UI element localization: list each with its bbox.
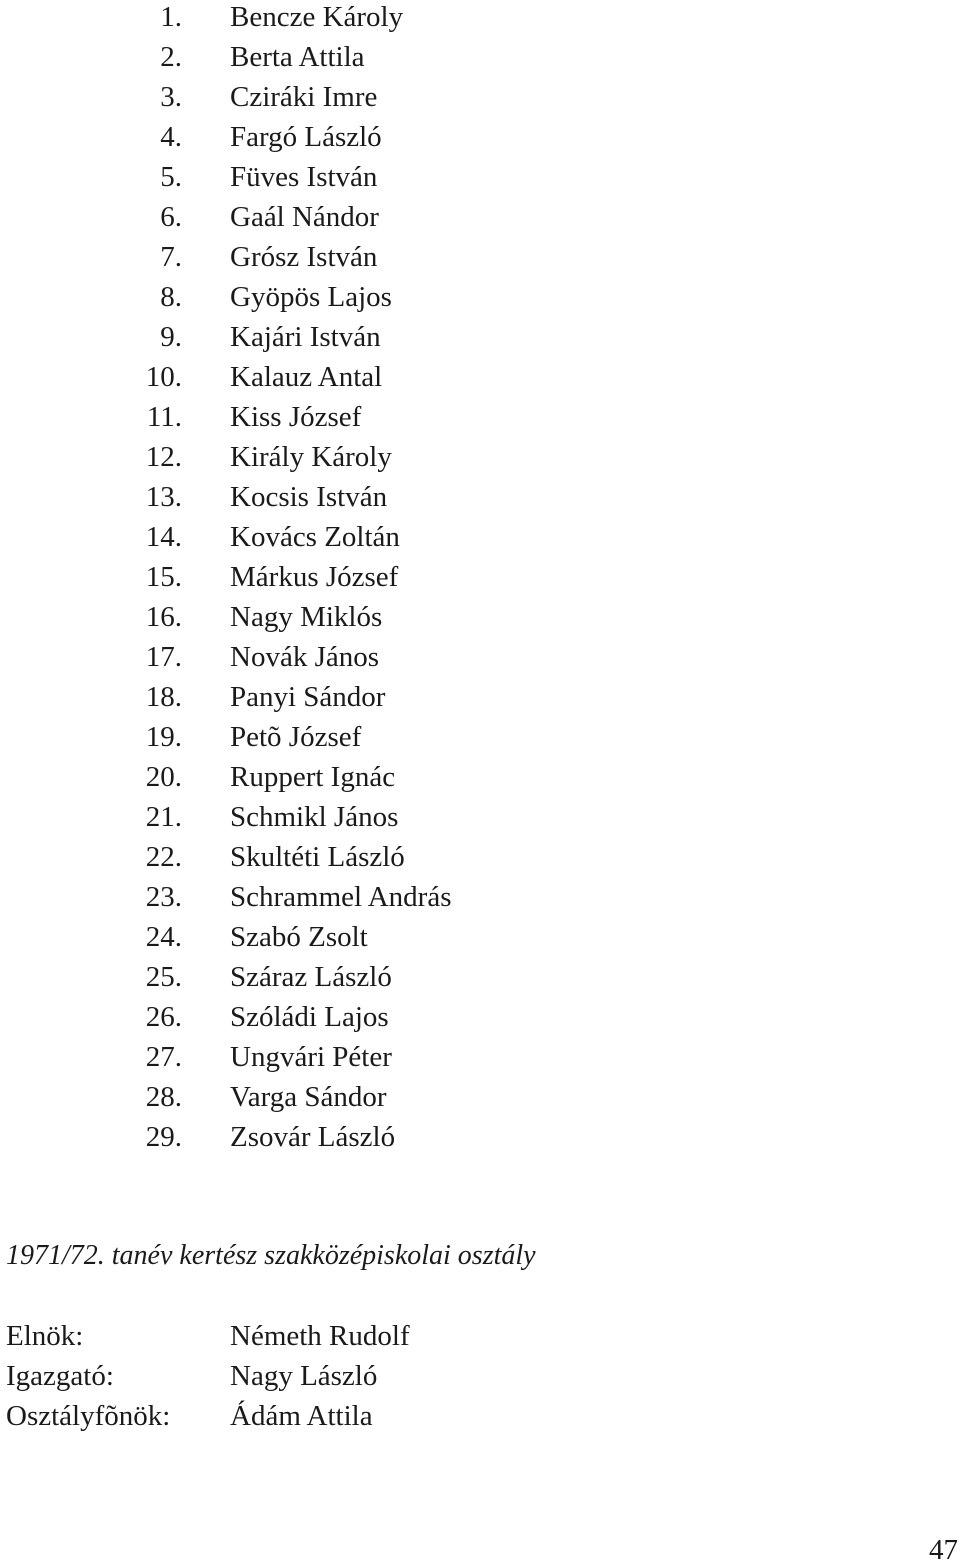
list-item bbox=[0, 877, 452, 917]
list-item-name: Grósz István bbox=[230, 241, 378, 273]
list-item bbox=[0, 157, 378, 197]
list-item bbox=[0, 117, 382, 157]
official-name: Nagy László bbox=[230, 1360, 378, 1392]
student-list bbox=[0, 0, 452, 1157]
list-item-name: Cziráki Imre bbox=[230, 81, 378, 113]
list-item-name: Berta Attila bbox=[230, 41, 365, 73]
list-item-name: Petõ József bbox=[230, 721, 362, 753]
list-item bbox=[0, 237, 378, 277]
list-item-name: Gaál Nándor bbox=[230, 201, 379, 233]
list-item bbox=[0, 717, 362, 757]
list-item-name: Ungvári Péter bbox=[230, 1041, 392, 1073]
list-item-number: 27. bbox=[145, 1041, 182, 1073]
list-item-name: Bencze Károly bbox=[230, 1, 404, 33]
list-item-name: Király Károly bbox=[230, 441, 392, 473]
list-item-name: Varga Sándor bbox=[230, 1081, 387, 1113]
list-item-number: 7. bbox=[160, 241, 182, 273]
list-item-number: 26. bbox=[145, 1001, 182, 1033]
list-item bbox=[0, 0, 404, 37]
official-role: Elnök: bbox=[6, 1320, 84, 1352]
list-item bbox=[0, 437, 392, 477]
list-item-name: Panyi Sándor bbox=[230, 681, 386, 713]
list-item bbox=[0, 1117, 396, 1157]
list-item bbox=[0, 677, 386, 717]
list-item bbox=[0, 37, 365, 77]
list-item-name: Zsovár László bbox=[230, 1121, 396, 1153]
list-item bbox=[0, 837, 405, 877]
list-item-number: 16. bbox=[145, 601, 182, 633]
list-item-name: Márkus József bbox=[230, 561, 399, 593]
list-item-number: 2. bbox=[160, 41, 182, 73]
list-item-number: 3. bbox=[160, 81, 182, 113]
list-item-number: 19. bbox=[145, 721, 182, 753]
list-item-number: 29. bbox=[145, 1121, 182, 1153]
official-role: Osztályfõnök: bbox=[6, 1400, 171, 1432]
list-item-name: Kalauz Antal bbox=[230, 361, 383, 393]
list-item-number: 6. bbox=[160, 201, 182, 233]
list-item-name: Szóládi Lajos bbox=[230, 1001, 389, 1033]
list-item-number: 14. bbox=[145, 521, 182, 553]
list-item bbox=[0, 477, 388, 517]
section-title: 1971/72. tanév kertész szakközépiskolai osztály bbox=[6, 1240, 536, 1271]
officials-list bbox=[6, 1316, 410, 1436]
list-item bbox=[0, 637, 380, 677]
list-item-number: 24. bbox=[145, 921, 182, 953]
list-item-number: 1. bbox=[160, 1, 182, 33]
list-item-name: Gyöpös Lajos bbox=[230, 281, 392, 313]
list-item-number: 12. bbox=[145, 441, 182, 473]
list-item bbox=[0, 397, 362, 437]
official-name: Németh Rudolf bbox=[230, 1320, 410, 1352]
list-item-number: 25. bbox=[145, 961, 182, 993]
list-item bbox=[0, 77, 378, 117]
list-item bbox=[0, 1077, 387, 1117]
list-item-name: Szabó Zsolt bbox=[230, 921, 368, 953]
list-item-number: 5. bbox=[160, 161, 182, 193]
list-item bbox=[0, 797, 399, 837]
list-item-name: Schmikl János bbox=[230, 801, 399, 833]
list-item bbox=[0, 197, 379, 237]
official-role: Igazgató: bbox=[6, 1360, 114, 1392]
list-item-number: 13. bbox=[145, 481, 182, 513]
list-item-number: 11. bbox=[146, 401, 182, 433]
list-item-name: Kovács Zoltán bbox=[230, 521, 400, 553]
list-item-number: 21. bbox=[145, 801, 182, 833]
list-item-number: 8. bbox=[160, 281, 182, 313]
list-item-number: 17. bbox=[145, 641, 182, 673]
list-item bbox=[0, 597, 383, 637]
list-item-name: Kiss József bbox=[230, 401, 362, 433]
list-item bbox=[0, 757, 396, 797]
list-item-number: 9. bbox=[160, 321, 182, 353]
list-item bbox=[0, 997, 389, 1037]
list-item-number: 18. bbox=[145, 681, 182, 713]
list-item-number: 23. bbox=[145, 881, 182, 913]
list-item-number: 22. bbox=[145, 841, 182, 873]
list-item bbox=[0, 277, 392, 317]
list-item bbox=[0, 357, 383, 397]
list-item-name: Száraz László bbox=[230, 961, 392, 993]
list-item bbox=[0, 317, 381, 357]
list-item-name: Kajári István bbox=[230, 321, 381, 353]
list-item-number: 4. bbox=[160, 121, 182, 153]
official-row bbox=[6, 1316, 410, 1356]
list-item bbox=[0, 957, 392, 997]
official-name: Ádám Attila bbox=[230, 1400, 373, 1432]
list-item-number: 28. bbox=[145, 1081, 182, 1113]
list-item bbox=[0, 557, 399, 597]
list-item bbox=[0, 517, 400, 557]
list-item-name: Fargó László bbox=[230, 121, 382, 153]
list-item-name: Kocsis István bbox=[230, 481, 388, 513]
list-item-name: Novák János bbox=[230, 641, 380, 673]
list-item-name: Füves István bbox=[230, 161, 378, 193]
list-item bbox=[0, 917, 368, 957]
official-row bbox=[6, 1396, 373, 1436]
list-item-number: 15. bbox=[145, 561, 182, 593]
list-item-name: Ruppert Ignác bbox=[230, 761, 396, 793]
list-item-name: Skultéti László bbox=[230, 841, 405, 873]
official-row bbox=[6, 1356, 378, 1396]
list-item-number: 20. bbox=[145, 761, 182, 793]
list-item bbox=[0, 1037, 392, 1077]
list-item-name: Schrammel András bbox=[230, 881, 452, 913]
list-item-name: Nagy Miklós bbox=[230, 601, 383, 633]
list-item-number: 10. bbox=[145, 361, 182, 393]
page-number: 47 bbox=[929, 1534, 958, 1566]
